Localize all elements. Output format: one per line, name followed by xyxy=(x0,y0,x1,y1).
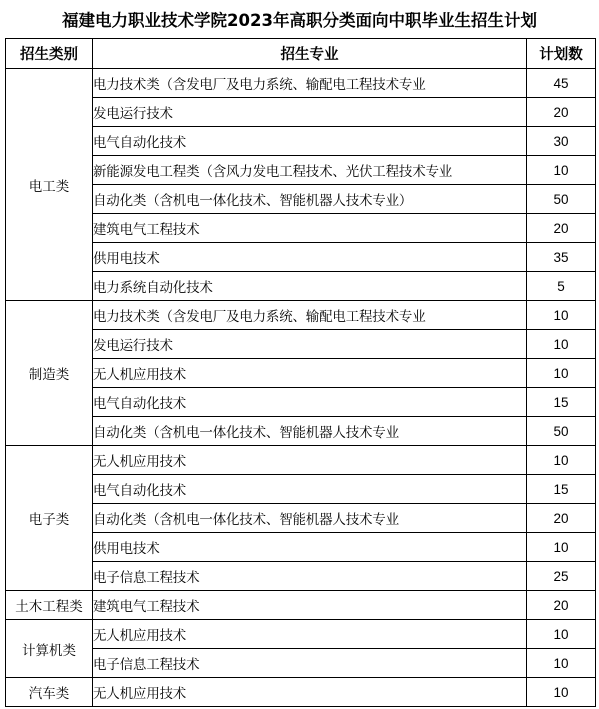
table-row xyxy=(6,301,596,330)
table-row xyxy=(6,649,596,678)
major-cell: 自动化类（含机电一体化技术、智能机器人技术专业 xyxy=(93,417,527,446)
count-cell: 50 xyxy=(527,185,596,214)
major-cell: 发电运行技术 xyxy=(93,330,527,359)
page-title: 福建电力职业技术学院2023年高职分类面向中职毕业生招生计划 xyxy=(62,11,537,30)
count-cell: 20 xyxy=(527,591,596,620)
count-cell: 15 xyxy=(527,475,596,504)
count-cell: 10 xyxy=(527,330,596,359)
table-row xyxy=(6,272,596,301)
count-cell: 5 xyxy=(527,272,596,301)
category-cell: 土木工程类 xyxy=(6,591,93,620)
category-cell: 电工类 xyxy=(6,69,93,301)
count-cell: 35 xyxy=(527,243,596,272)
table-row xyxy=(6,388,596,417)
count-cell: 20 xyxy=(527,504,596,533)
table-row xyxy=(6,562,596,591)
category-cell: 制造类 xyxy=(6,301,93,446)
count-cell: 20 xyxy=(527,214,596,243)
count-cell: 10 xyxy=(527,359,596,388)
major-cell: 电气自动化技术 xyxy=(93,388,527,417)
major-cell: 供用电技术 xyxy=(93,533,527,562)
major-cell: 无人机应用技术 xyxy=(93,359,527,388)
table-row xyxy=(6,127,596,156)
table-row xyxy=(6,475,596,504)
table-row xyxy=(6,214,596,243)
count-cell: 10 xyxy=(527,620,596,649)
category-cell: 汽车类 xyxy=(6,678,93,707)
major-cell: 自动化类（含机电一体化技术、智能机器人技术专业 xyxy=(93,504,527,533)
count-cell: 10 xyxy=(527,649,596,678)
major-cell: 发电运行技术 xyxy=(93,98,527,127)
major-cell: 建筑电气工程技术 xyxy=(93,591,527,620)
count-cell: 10 xyxy=(527,446,596,475)
count-cell: 15 xyxy=(527,388,596,417)
table-row xyxy=(6,446,596,475)
major-cell: 自动化类（含机电一体化技术、智能机器人技术专业） xyxy=(93,185,527,214)
table-row xyxy=(6,417,596,446)
table-row xyxy=(6,69,596,98)
header-major: 招生专业 xyxy=(93,39,527,69)
header-row xyxy=(6,39,596,69)
count-cell: 20 xyxy=(527,98,596,127)
table-row xyxy=(6,620,596,649)
major-cell: 建筑电气工程技术 xyxy=(93,214,527,243)
major-cell: 电气自动化技术 xyxy=(93,475,527,504)
major-cell: 电力技术类（含发电厂及电力系统、输配电工程技术专业 xyxy=(93,69,527,98)
count-cell: 10 xyxy=(527,301,596,330)
count-cell: 25 xyxy=(527,562,596,591)
table-body xyxy=(6,69,596,707)
count-cell: 10 xyxy=(527,533,596,562)
major-cell: 电力技术类（含发电厂及电力系统、输配电工程技术专业 xyxy=(93,301,527,330)
category-cell: 计算机类 xyxy=(6,620,93,678)
count-cell: 10 xyxy=(527,156,596,185)
header-count: 计划数 xyxy=(527,39,596,69)
table-row xyxy=(6,359,596,388)
table-row xyxy=(6,156,596,185)
major-cell: 电气自动化技术 xyxy=(93,127,527,156)
major-cell: 无人机应用技术 xyxy=(93,678,527,707)
table-row xyxy=(6,243,596,272)
major-cell: 无人机应用技术 xyxy=(93,446,527,475)
count-cell: 45 xyxy=(527,69,596,98)
enrollment-plan-table xyxy=(5,38,596,707)
table-row xyxy=(6,678,596,707)
table-row xyxy=(6,330,596,359)
major-cell: 电力系统自动化技术 xyxy=(93,272,527,301)
table-row xyxy=(6,185,596,214)
category-cell: 电子类 xyxy=(6,446,93,591)
table-row xyxy=(6,504,596,533)
major-cell: 电子信息工程技术 xyxy=(93,649,527,678)
header-category: 招生类别 xyxy=(6,39,93,69)
count-cell: 50 xyxy=(527,417,596,446)
table-row xyxy=(6,533,596,562)
table-row xyxy=(6,98,596,127)
major-cell: 电子信息工程技术 xyxy=(93,562,527,591)
count-cell: 10 xyxy=(527,678,596,707)
major-cell: 供用电技术 xyxy=(93,243,527,272)
major-cell: 新能源发电工程类（含风力发电工程技术、光伏工程技术专业 xyxy=(93,156,527,185)
major-cell: 无人机应用技术 xyxy=(93,620,527,649)
table-row xyxy=(6,591,596,620)
count-cell: 30 xyxy=(527,127,596,156)
